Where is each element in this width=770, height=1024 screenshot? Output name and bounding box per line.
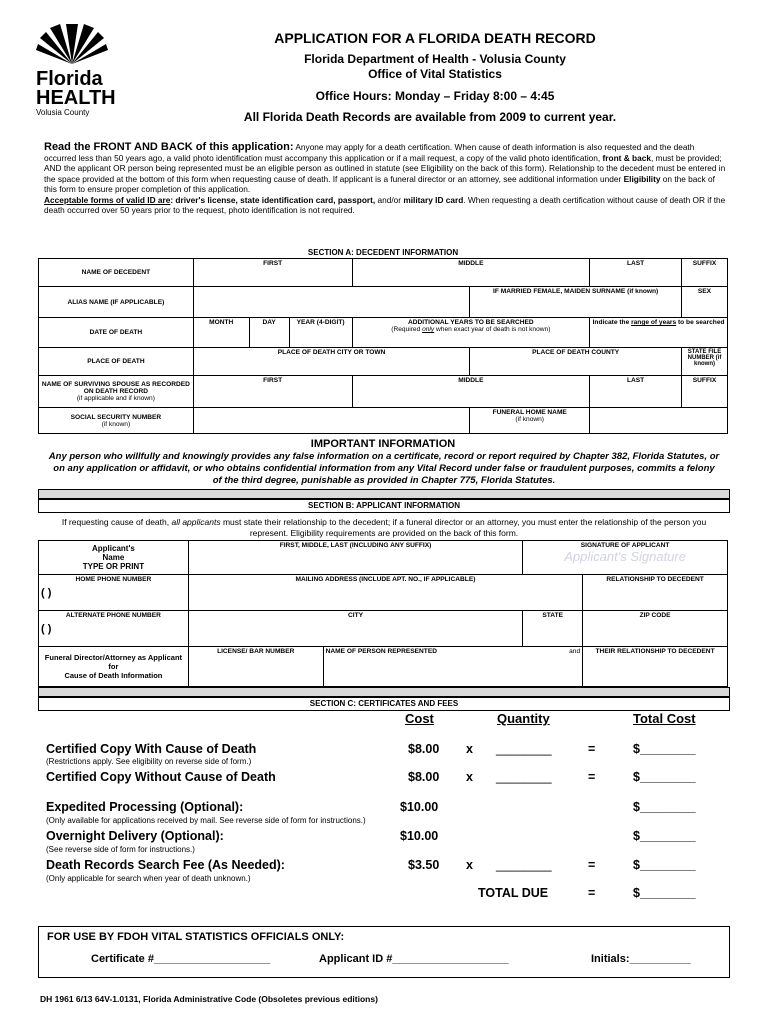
person-represented-field[interactable] <box>323 647 583 687</box>
fee-item-note: (Only applicable for search when year of death unknown.) <box>46 874 251 883</box>
home-phone-parens: ( ) <box>41 587 52 599</box>
id-rest: . When requesting a death certification without cause of death OR if the death occurred over 50 years prior to the request, photo identification is not required. <box>44 194 726 215</box>
state-field[interactable]: STATE <box>523 611 583 647</box>
range-text: range of years <box>631 319 677 326</box>
addl-req: (Required <box>391 326 423 333</box>
logo-county: Volusia County <box>36 108 90 117</box>
funeral-home-note: (if known) <box>515 416 545 423</box>
day-field[interactable]: DAY <box>249 318 289 348</box>
range-years-field[interactable] <box>590 318 728 348</box>
spouse-suffix-field[interactable]: SUFFIX <box>681 376 727 408</box>
suffix-field[interactable]: SUFFIX <box>681 259 727 287</box>
fee-item-cost: $10.00 <box>400 800 439 814</box>
office-hours: Office Hours: Monday – Friday 8:00 – 4:45 <box>315 89 555 103</box>
applicant-name-text: Name <box>102 553 125 562</box>
instructions <box>44 142 726 216</box>
official-use-title: FOR USE BY FDOH VITAL STATISTICS OFFICIALS ONLY: <box>47 931 345 943</box>
range-text: to be searched <box>676 319 725 326</box>
total-input[interactable]: $________ <box>633 742 696 756</box>
id-list: : driver's license, state identification card, passport, <box>170 194 376 205</box>
fee-item-note: (Only available for applications received by mail. See reverse side of form for instructions.) <box>46 816 366 825</box>
quantity-input[interactable]: ________ <box>496 770 552 784</box>
total-input[interactable]: $________ <box>633 829 696 843</box>
intro-italic: all applicants <box>171 517 221 527</box>
fee-item-cost: $8.00 <box>408 770 440 784</box>
times-sign: x <box>466 770 473 784</box>
zip-field[interactable]: ZIP CODE <box>583 611 728 647</box>
total-input[interactable]: $________ <box>633 858 696 872</box>
id-lead: Acceptable forms of valid ID are <box>44 194 171 205</box>
signature-label: SIGNATURE OF APPLICANT <box>580 542 670 549</box>
official-use-box <box>38 926 730 978</box>
fee-item-note: (Restrictions apply. See eligibility on reverse side of form.) <box>46 757 252 766</box>
divider-bar <box>38 687 730 697</box>
quantity-input[interactable]: ________ <box>496 742 552 756</box>
times-sign: x <box>466 742 473 756</box>
intro-text: must state their relationship to the decedent; if a funeral director or an attorney, you must enter the relationship of the person you represent. Eligibility requirements are provided on the back of this form. <box>220 517 707 538</box>
instructions-lead: Read the FRONT AND BACK of this application: <box>44 141 294 153</box>
spouse-first-field[interactable]: FIRST <box>193 376 352 408</box>
total-input[interactable]: $________ <box>633 800 696 814</box>
instructions-text: Anyone may apply for a death certification. When cause of death information is also requested and the death occurred less than 50 years ago, a valid photo identification must accompany this application or if a mail request, a copy of the valid photo identification, <box>44 142 695 163</box>
spouse-note: (if applicable and if known) <box>76 395 155 402</box>
signature-placeholder: Applicant's Signature <box>564 549 686 564</box>
sex-field[interactable]: SEX <box>681 287 727 318</box>
fee-item-cost: $10.00 <box>400 829 439 843</box>
home-phone-field[interactable] <box>39 575 189 611</box>
funeral-dir-text: Funeral Director/Attorney as Applicant <box>44 653 183 662</box>
fee-item-cost: $8.00 <box>408 742 440 756</box>
state-file-field[interactable]: STATE FILE NUMBER (if known) <box>681 348 727 376</box>
section-b-title: SECTION B: APPLICANT INFORMATION <box>38 499 730 513</box>
instructions-text: , must be provided; AND the applicant OR person being represented must be an eligible person as outlined in statute (see Eligibility on the back of this form). Relationship to the decedent must be entered in the space provided at the bottom of this form when requesting cause of death. If applicant is a funeral director or an attorney, see additional information under <box>44 152 726 184</box>
applicant-name-label <box>39 541 189 575</box>
spouse-label <box>39 376 194 408</box>
middle-name-field[interactable]: MIDDLE <box>352 259 590 287</box>
funeral-director-label <box>39 647 189 687</box>
ssn-note: (if known) <box>101 420 131 428</box>
decedent-name-label: NAME OF DECEDENT <box>39 259 194 287</box>
month-field[interactable]: MONTH <box>193 318 249 348</box>
funeral-home-field[interactable] <box>590 408 728 434</box>
department: Florida Department of Health - Volusia County <box>304 52 566 66</box>
equals-sign: = <box>588 770 596 784</box>
their-relationship-field[interactable]: THEIR RELATIONSHIP TO DECEDENT <box>583 647 728 687</box>
fee-item-label: Certified Copy Without Cause of Death <box>46 770 276 784</box>
availability: All Florida Death Records are available from 2009 to current year. <box>243 110 617 124</box>
range-text: Indicate the <box>592 319 632 326</box>
additional-years-field[interactable] <box>352 318 590 348</box>
id-military: military ID card <box>403 194 464 205</box>
addl-only: only <box>422 326 435 333</box>
times-sign: x <box>466 858 473 872</box>
fee-item-label: Certified Copy With Cause of Death <box>46 742 257 756</box>
mailing-address-field[interactable]: MAILING ADDRESS (INCLUDE APT. NO., IF APPLICABLE) <box>188 575 582 611</box>
maiden-name-field[interactable]: IF MARRIED FEMALE, MAIDEN SURNAME (if known) <box>470 287 682 318</box>
fee-item-note: (See reverse side of form for instructions.) <box>46 845 195 854</box>
fee-item-label: Expedited Processing (Optional): <box>46 800 244 814</box>
addl-req: when exact year of death is not known) <box>434 326 551 333</box>
home-phone-label: HOME PHONE NUMBER <box>75 576 152 583</box>
instructions-text: on the back of this form to ensure proper completion of this application. <box>44 173 715 194</box>
and-label: and <box>569 648 581 655</box>
relationship-field[interactable]: RELATIONSHIP TO DECEDENT <box>583 575 728 611</box>
spouse-middle-field[interactable]: MIDDLE <box>352 376 590 408</box>
logo-health: HEALTH <box>36 87 116 109</box>
type-print: TYPE OR PRINT <box>82 562 145 571</box>
section-c-title: SECTION C: CERTIFICATES AND FEES <box>38 697 730 711</box>
equals-sign: = <box>588 886 596 900</box>
funeral-for-text: for <box>108 662 119 671</box>
alt-phone-parens: ( ) <box>41 623 52 635</box>
funeral-home-text: FUNERAL HOME NAME <box>492 409 567 416</box>
total-due-label: TOTAL DUE <box>478 886 549 900</box>
total-cost-header: Total Cost <box>633 711 696 726</box>
divider-bar <box>38 489 730 499</box>
logo-florida: Florida <box>36 68 103 90</box>
alias-field[interactable] <box>193 287 470 318</box>
instructions-bold: Eligibility <box>623 173 661 184</box>
initials[interactable]: Initials:__________ <box>591 953 691 965</box>
sunburst-icon <box>36 20 108 66</box>
person-rep-label: NAME OF PERSON REPRESENTED <box>325 648 437 655</box>
city-field[interactable]: CITY <box>188 611 522 647</box>
signature-field[interactable] <box>523 541 728 575</box>
fee-item-cost: $3.50 <box>408 858 440 872</box>
license-field[interactable]: LICENSE/ BAR NUMBER <box>188 647 323 687</box>
page-title: APPLICATION FOR A FLORIDA DEATH RECORD <box>274 30 596 46</box>
funeral-home-label <box>470 408 590 434</box>
certificate-number[interactable]: Certificate #___________________ <box>91 953 271 965</box>
id-or: and/or <box>375 194 404 205</box>
applicant-table <box>38 540 728 687</box>
office: Office of Vital Statistics <box>368 67 502 81</box>
alt-phone-label: ALTERNATE PHONE NUMBER <box>65 612 161 619</box>
equals-sign: = <box>588 858 596 872</box>
alias-label: ALIAS NAME (IF APPLICABLE) <box>39 287 194 318</box>
additional-years-label: ADDITIONAL YEARS TO BE SEARCHED <box>408 319 534 326</box>
applicant-name-field[interactable]: FIRST, MIDDLE, LAST (INCLUDING ANY SUFFIX) <box>188 541 522 575</box>
death-county-field[interactable]: PLACE OF DEATH COUNTY <box>470 348 682 376</box>
ssn-label <box>39 408 194 434</box>
section-a-title: SECTION A: DECEDENT INFORMATION <box>307 248 459 257</box>
intro-text: If requesting cause of death, <box>61 517 172 527</box>
quantity-header: Quantity <box>497 711 550 726</box>
important-title: IMPORTANT INFORMATION <box>310 438 456 450</box>
instructions-bold: front & back <box>602 152 651 163</box>
ssn-label-text: SOCIAL SECURITY NUMBER <box>70 413 162 421</box>
ssn-field[interactable] <box>193 408 470 434</box>
equals-sign: = <box>588 742 596 756</box>
florida-health-logo <box>36 20 116 117</box>
place-of-death-label: PLACE OF DEATH <box>39 348 194 376</box>
last-name-field[interactable]: LAST <box>590 259 682 287</box>
important-text: Any person who willfully and knowingly provides any false information on a certificate, record or report required by Chapter 382, Florida Statutes, or on any application or affidavit, or who obtains confidential information from any Vital Record under false or fraudulent purposes, commits a felony of the third degree, punishable as provided in Chapter 775, Florida Statutes. <box>48 451 720 486</box>
spouse-last-field[interactable]: LAST <box>590 376 682 408</box>
first-name-field[interactable]: FIRST <box>193 259 352 287</box>
quantity-input[interactable]: ________ <box>496 858 552 872</box>
fee-item-label: Overnight Delivery (Optional): <box>46 829 224 843</box>
form-footer: DH 1961 6/13 64V-1.0131, Florida Administrative Code (Obsoletes previous editions) <box>40 994 378 1004</box>
decedent-table <box>38 258 728 434</box>
applicant-id[interactable]: Applicant ID #___________________ <box>319 953 509 965</box>
total-due-input[interactable]: $________ <box>633 886 696 900</box>
death-city-field[interactable]: PLACE OF DEATH CITY OR TOWN <box>193 348 470 376</box>
cost-header: Cost <box>405 711 434 726</box>
section-b-intro <box>48 517 720 539</box>
funeral-cod-text: Cause of Death Information <box>64 671 163 680</box>
spouse-label-text: NAME OF SURVIVING SPOUSE AS RECORDED ON DEATH RECORD <box>41 381 190 395</box>
total-input[interactable]: $________ <box>633 770 696 784</box>
fee-item-label: Death Records Search Fee (As Needed): <box>46 858 285 872</box>
alt-phone-field[interactable] <box>39 611 189 647</box>
date-of-death-label: DATE OF DEATH <box>39 318 194 348</box>
applicant-name-text: Applicant's <box>92 544 135 553</box>
year-field[interactable]: YEAR (4-DIGIT) <box>289 318 352 348</box>
